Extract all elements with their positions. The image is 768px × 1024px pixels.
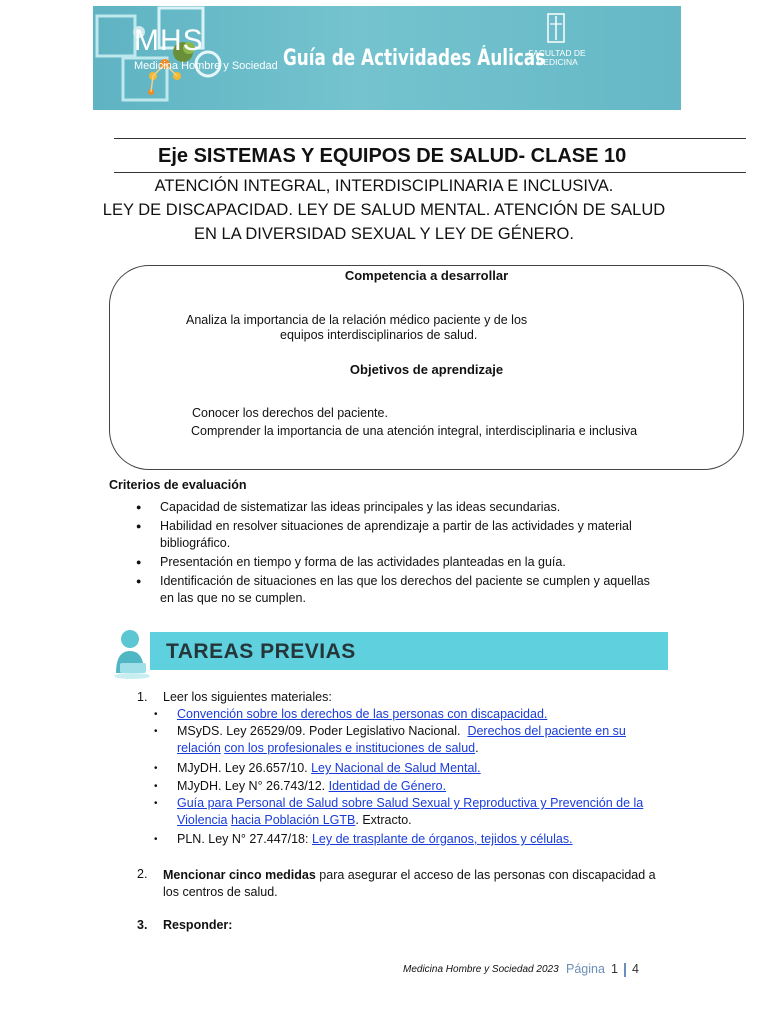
link-profesionales-instituciones[interactable]: con los profesionales e instituciones de salud	[224, 741, 476, 755]
material-2-suffix: .	[475, 741, 479, 755]
link-poblacion-lgtb[interactable]: hacia Población LGTB	[231, 813, 356, 827]
objetivo-item-1: Conocer los derechos del paciente.	[192, 406, 388, 420]
material-3-prefix: MJyDH. Ley 26.657/10.	[177, 761, 308, 775]
material-item-2: • MSyDS. Ley 26529/09. Poder Legislativo Nacional. Derechos del paciente en su relación con los profesionales e instituciones de salud.	[154, 724, 626, 755]
footer-page-total: 4	[632, 962, 639, 976]
material-item-6: • PLN. Ley N° 27.447/18: Ley de trasplante de órganos, tejidos y células.	[154, 832, 573, 846]
material-2-prefix: MSyDS. Ley 26529/09. Poder Legislativo Nacional.	[177, 724, 461, 738]
footer-page-number: 1	[611, 962, 618, 976]
banner-molecule-graphic	[93, 6, 228, 110]
person-reading-icon	[110, 627, 154, 679]
criterios-title: Criterios de evaluación	[109, 478, 247, 492]
subtitle-line-1: ATENCIÓN INTEGRAL, INTERDISCIPLINARIA E INCLUSIVA.	[154, 177, 614, 195]
objetivo-item-2: Comprender la importancia de una atención integral, interdisciplinaria e inclusiva	[191, 424, 638, 438]
footer-course-name: Medicina Hombre y Sociedad 2023	[403, 964, 559, 975]
competencia-line-1: Analiza la importancia de la relación médico paciente y de los	[186, 313, 528, 327]
list-item: ● Habilidad en resolver situaciones de aprendizaje a partir de las actividades y material bibliográfico.	[133, 518, 663, 552]
footer-separator	[624, 963, 626, 977]
link-salud-mental[interactable]: Ley Nacional de Salud Mental.	[311, 761, 481, 775]
link-derechos-paciente[interactable]: Derechos del paciente en su	[467, 724, 626, 738]
list-item: ● Identificación de situaciones en las que los derechos del paciente se cumplen y aquellas en las que no se cumplen.	[133, 573, 663, 607]
competencias-box	[109, 265, 744, 470]
competencia-line-2: equipos interdisciplinarios de salud.	[280, 328, 478, 342]
faculty-name: FACULTAD DE MEDICINA	[528, 48, 586, 67]
subtitle-line-2: LEY DE DISCAPACIDAD. LEY DE SALUD MENTAL. ATENCIÓN DE SALUD	[102, 201, 666, 219]
link-convencion-discapacidad[interactable]: Convención sobre los derechos de las personas con discapacidad.	[177, 707, 548, 721]
item-2-text	[163, 867, 663, 901]
material-6-prefix: PLN. Ley N° 27.447/18:	[177, 832, 309, 846]
item-2-line-2: los centros de salud.	[163, 885, 278, 899]
criterios-list	[133, 499, 663, 609]
item-1-text: Leer los siguientes materiales:	[163, 690, 332, 704]
link-trasplante[interactable]: Ley de trasplante de órganos, tejidos y células.	[311, 832, 573, 846]
faculty-crest-icon	[545, 12, 567, 46]
subtitle-line-3: EN LA DIVERSIDAD SEXUAL Y LEY DE GÉNERO.	[194, 225, 574, 243]
material-item-4: • MJyDH. Ley N° 26.743/12. Identidad de Género.	[154, 779, 447, 793]
item-2-number: 2.	[137, 867, 148, 881]
mhs-logo-text: MHS	[134, 24, 204, 57]
link-identidad-genero[interactable]: Identidad de Género.	[328, 779, 447, 793]
material-item-1: • Convención sobre los derechos de las personas con discapacidad.	[154, 707, 548, 721]
footer-page-label: Página	[566, 962, 605, 976]
guide-title: Guía de Actividades Áulicas	[283, 46, 546, 71]
tareas-previas-title: TAREAS PREVIAS	[166, 640, 356, 663]
material-item-3: • MJyDH. Ley 26.657/10. Ley Nacional de Salud Mental.	[154, 761, 481, 775]
item-3-number: 3.	[137, 918, 148, 932]
page-title: Eje SISTEMAS Y EQUIPOS DE SALUD- CLASE 10	[158, 145, 627, 167]
item-2-line-1: para asegurar el acceso de las personas con discapacidad a	[315, 868, 656, 882]
item-1-number: 1.	[137, 690, 148, 704]
list-item: ● Presentación en tiempo y forma de las actividades planteadas en la guía.	[133, 554, 663, 571]
link-guia-salud-sexual-cont[interactable]: Violencia	[177, 813, 228, 827]
competencia-title: Competencia a desarrollar	[344, 268, 509, 283]
link-guia-salud-sexual[interactable]: Guía para Personal de Salud sobre Salud Sexual y Reproductiva y Prevención de la	[177, 796, 644, 810]
material-4-prefix: MJyDH. Ley N° 26.743/12.	[177, 779, 326, 793]
title-bottom-rule	[114, 172, 746, 173]
item-3-text: Responder:	[163, 918, 233, 932]
mhs-logo-subtitle: Medicina Hombre y Sociedad	[134, 60, 278, 72]
item-2-bold: Mencionar cinco medidas	[163, 868, 316, 882]
link-derechos-paciente-cont[interactable]: relación	[177, 741, 221, 755]
title-top-rule	[114, 138, 746, 139]
objetivos-title: Objetivos de aprendizaje	[349, 362, 504, 377]
list-item: ● Capacidad de sistematizar las ideas principales y las ideas secundarias.	[133, 499, 663, 516]
material-item-5: • Guía para Personal de Salud sobre Salud Sexual y Reproductiva y Prevención de la Violencia hacia Población LGTB. Extracto.	[154, 796, 644, 827]
material-5-suffix: . Extracto.	[355, 813, 412, 827]
